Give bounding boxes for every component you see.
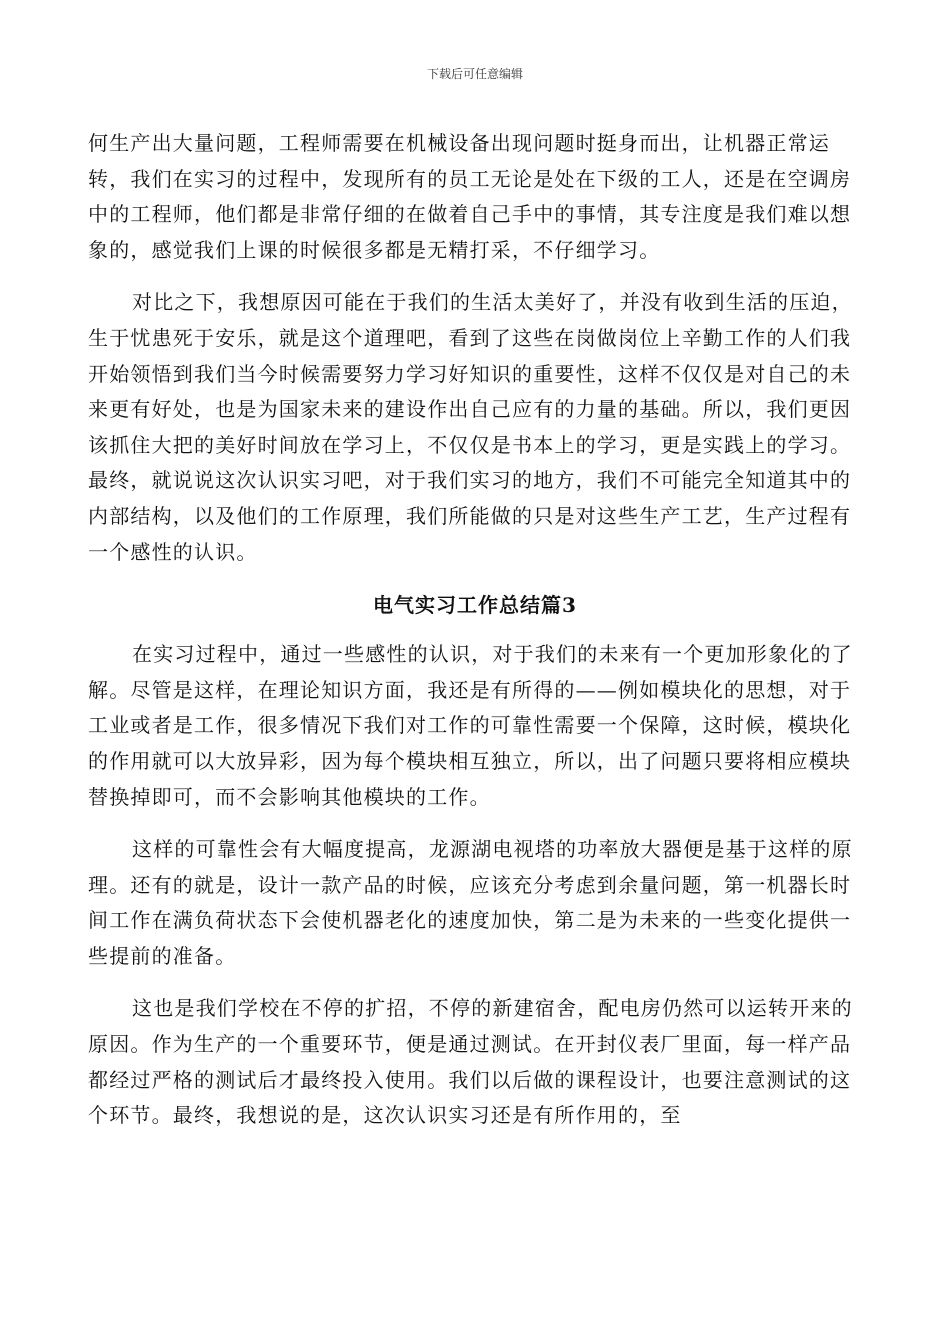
paragraph-continued: 何生产出大量问题，工程师需要在机械设备出现问题时挺身而出，让机器正常运转，我们在实习的过程中，发现所有的员工无论是处在下级的工人，还是在空调房中的工程师，他们都是非常仔细的在做着自己手中的事情，其专注度是我们难以想象的，感觉我们上课的时候很多都是无精打采，不仔细学习。	[88, 131, 852, 262]
section-heading: 电气实习工作总结篇3	[373, 593, 577, 618]
paragraph: 对比之下，我想原因可能在于我们的生活太美好了，并没有收到生活的压迫，生于忧患死于安乐，就是这个道理吧，看到了这些在岗做岗位上辛勤工作的人们我开始领悟到我们当今时候需要努力学习好知识的重要性，这样不仅仅是对自己的未来更有好处，也是为国家未来的建设作出自己应有的力量的基础。所以，我们更因该抓住大把的美好时间放在学习上，不仅仅是书本上的学习，更是实践上的学习。最终，就说说这次认识实习吧，对于我们实习的地方，我们不可能完全知道其中的内部结构，以及他们的工作原理，我们所能做的只是对这些生产工艺，生产过程有一个感性的认识。	[88, 290, 853, 564]
paragraph: 这也是我们学校在不停的扩招，不停的新建宿舍，配电房仍然可以运转开来的原因。作为生产的一个重要环节，便是通过测试。在开封仪表厂里面，每一样产品都经过严格的测试后才最终投入使用。我们以后做的课程设计，也要注意测试的这个环节。最终，我想说的是，这次认识实习还是有所作用的，至	[88, 996, 853, 1128]
page-header: 下载后可任意编辑	[426, 67, 523, 81]
paragraph: 这样的可靠性会有大幅度提高，龙源湖电视塔的功率放大器便是基于这样的原理。还有的就是，设计一款产品的时候，应该充分考虑到余量问题，第一机器长时间工作在满负荷状态下会使机器老化的速度加快，第二是为未来的一些变化提供一些提前的准备。	[88, 837, 853, 968]
paragraph: 在实习过程中，通过一些感性的认识，对于我们的未来有一个更加形象化的了解。尽管是这样，在理论知识方面，我还是有所得的——例如模块化的思想，对于工业或者是工作，很多情况下我们对工作的可靠性需要一个保障，这时候，模块化的作用就可以大放异彩，因为每个模块相互独立，所以，出了问题只要将相应模块替换掉即可，而不会影响其他模块的工作。	[88, 642, 853, 809]
document-body	[88, 126, 862, 1134]
